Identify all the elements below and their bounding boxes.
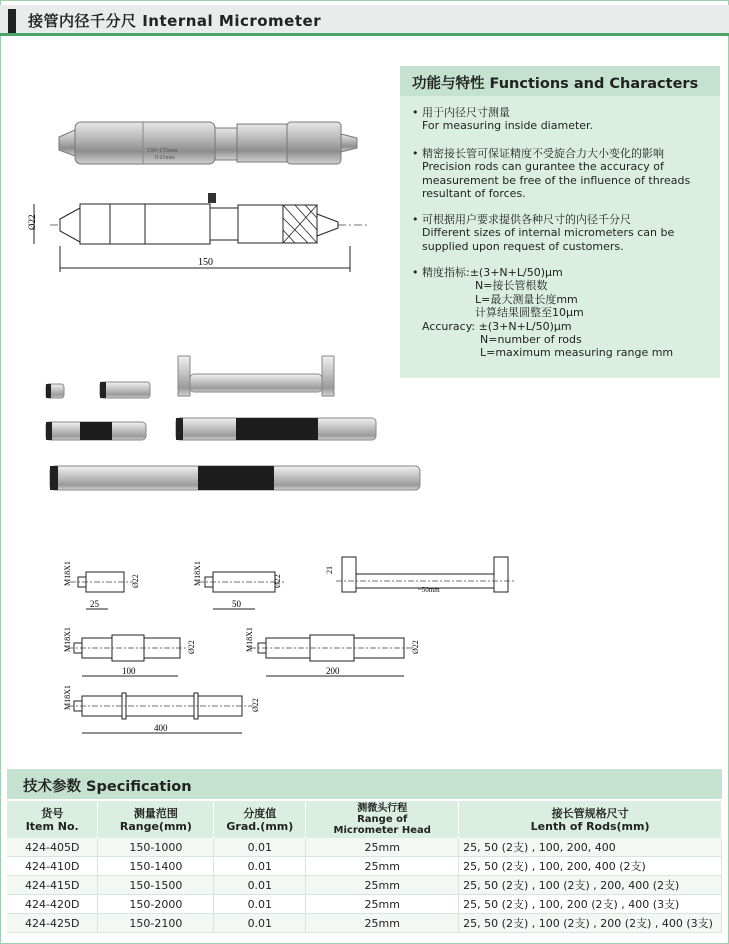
cell-head-range: 25mm (306, 857, 459, 876)
rod-drawing-50 (193, 561, 284, 609)
rod-drawing-200 (245, 627, 420, 676)
feature-line: For measuring inside diameter. (422, 119, 594, 133)
micrometer-head-drawing (325, 557, 514, 594)
table-row (7, 838, 722, 857)
svg-text:M18X1: M18X1 (63, 561, 72, 586)
svg-text:M18X1: M18X1 (63, 685, 72, 710)
accuracy-cn-l: L=最大测量长度mm (475, 292, 578, 306)
cell-rods: 25, 50 (2支) , 100 (2支) , 200, 400 (2支) (459, 876, 722, 895)
cell-item-no: 424-415D (7, 876, 98, 895)
col-item-no: 货号 Item No. (7, 801, 98, 838)
cell-item-no: 424-405D (7, 838, 98, 857)
cell-range: 150-2100 (98, 914, 214, 933)
micrometer-range-label: 150~175mm (147, 148, 178, 154)
svg-text:100: 100 (122, 666, 136, 676)
svg-text:25: 25 (90, 599, 99, 609)
spec-header (7, 769, 722, 799)
svg-text:~50mm: ~50mm (418, 586, 440, 594)
feature-line: resultant of forces. (422, 187, 526, 201)
micrometer-resolution-label: 0.01mm (155, 155, 175, 161)
header-accent-bar (8, 9, 16, 33)
cell-grad: 0.01 (214, 838, 306, 857)
col-rods: 接长管规格尺寸 Lenth of Rods(mm) (459, 801, 722, 838)
svg-text:M18X1: M18X1 (245, 627, 254, 652)
rod-drawing-100 (63, 627, 196, 676)
col-range: 测量范围 Range(mm) (98, 801, 214, 838)
accuracy-cn-n: N=接长管根数 (475, 279, 548, 293)
feature-line: 精密接长管可保证精度不受旋合力大小变化的影响 (422, 147, 664, 160)
cell-rods: 25, 50 (2支) , 100, 200 (2支) , 400 (3支) (459, 895, 722, 914)
cell-item-no: 424-425D (7, 914, 98, 933)
table-row (7, 914, 722, 933)
cell-head-range: 25mm (306, 876, 459, 895)
feature-line: measurement be free of the influence of threads (422, 173, 691, 187)
spec-table (7, 801, 722, 933)
table-row (7, 876, 722, 895)
features-panel: 功能与特性 Functions and Characters • 用于内径尺寸测量 For measuring inside diameter. • 精密接长管可保证精度不受旋合力大小变化的影响 Precision rods can gurantee the accuracy of measurement be free of the influence of threads resultant of forces. • 可根据用户要求提供各种尺寸的内径千分尺 Different sizes of internal micrometers can be supplied upon request of customers. • 精度指标:±(3+N+L/50)μm N=接长管根数 L=最大测量长度mm 计算结果圆整至10μm Accuracy: ±(3+N+L/50)μm N=number of rods L=maximum measuring range mm (400, 66, 720, 378)
svg-text:Ø22: Ø22 (131, 574, 140, 588)
page-title: 接管内径千分尺 Internal Micrometer (28, 12, 322, 30)
svg-text:Ø22: Ø22 (251, 698, 260, 712)
accuracy-en-l: L=maximum measuring range mm (480, 346, 674, 360)
cell-grad: 0.01 (214, 895, 306, 914)
drawing-dia-label: Ø22 (27, 214, 37, 230)
svg-text:200: 200 (326, 666, 340, 676)
cell-rods: 25, 50 (2支) , 100 (2支) , 200 (2支) , 400 (3支) (459, 914, 722, 933)
feature-line: 用于内径尺寸测量 (422, 106, 510, 119)
accuracy-cn-round: 计算结果圆整至10μm (475, 306, 584, 320)
cell-head-range: 25mm (306, 914, 459, 933)
cell-item-no: 424-410D (7, 857, 98, 876)
accuracy-en-label: Accuracy: ±(3+N+L/50)μm (422, 319, 572, 333)
cell-head-range: 25mm (306, 838, 459, 857)
cell-rods: 25, 50 (2支) , 100, 200, 400 (2支) (459, 857, 722, 876)
spec-title: 技术参数 Specification (23, 779, 192, 795)
cell-rods: 25, 50 (2支) , 100, 200, 400 (459, 838, 722, 857)
table-header-row (7, 801, 722, 838)
cell-range: 150-1000 (98, 838, 214, 857)
rod-drawing-400 (63, 685, 260, 733)
micrometer-drawing (20, 188, 380, 278)
col-head-range: 测微头行程 Range of Micrometer Head (306, 801, 459, 838)
svg-text:Ø22: Ø22 (187, 640, 196, 654)
table-row (7, 895, 722, 914)
micrometer-photo (55, 112, 365, 182)
svg-text:400: 400 (154, 723, 168, 733)
rod-drawing-25 (63, 561, 140, 609)
svg-text:Ø22: Ø22 (273, 574, 282, 588)
table-row (7, 857, 722, 876)
col-grad: 分度值 Grad.(mm) (214, 801, 306, 838)
features-title: 功能与特性 Functions and Characters (412, 76, 699, 92)
cell-grad: 0.01 (214, 876, 306, 895)
svg-text:Ø22: Ø22 (411, 640, 420, 654)
accuracy-en-n: N=number of rods (480, 333, 582, 347)
svg-text:M18X1: M18X1 (63, 627, 72, 652)
cell-range: 150-2000 (98, 895, 214, 914)
cell-head-range: 25mm (306, 895, 459, 914)
cell-range: 150-1400 (98, 857, 214, 876)
feature-line: Different sizes of internal micrometers can be (422, 226, 675, 240)
rod-drawings (40, 552, 530, 742)
feature-line: Precision rods can gurantee the accuracy of (422, 160, 664, 174)
accuracy-cn-label: 精度指标:±(3+N+L/50)μm (422, 266, 563, 279)
cell-grad: 0.01 (214, 914, 306, 933)
feature-line: supplied upon request of customers. (422, 239, 624, 253)
svg-text:M18X1: M18X1 (193, 561, 202, 586)
cell-range: 150-1500 (98, 876, 214, 895)
svg-text:21: 21 (325, 566, 334, 574)
feature-line: 可根据用户要求提供各种尺寸的内径千分尺 (422, 213, 631, 226)
svg-text:50: 50 (232, 599, 241, 609)
features-header (400, 66, 720, 96)
page-header (0, 5, 729, 36)
cell-grad: 0.01 (214, 857, 306, 876)
extension-rods-photo (40, 354, 430, 494)
cell-item-no: 424-420D (7, 895, 98, 914)
drawing-length-label: 150 (198, 257, 213, 268)
